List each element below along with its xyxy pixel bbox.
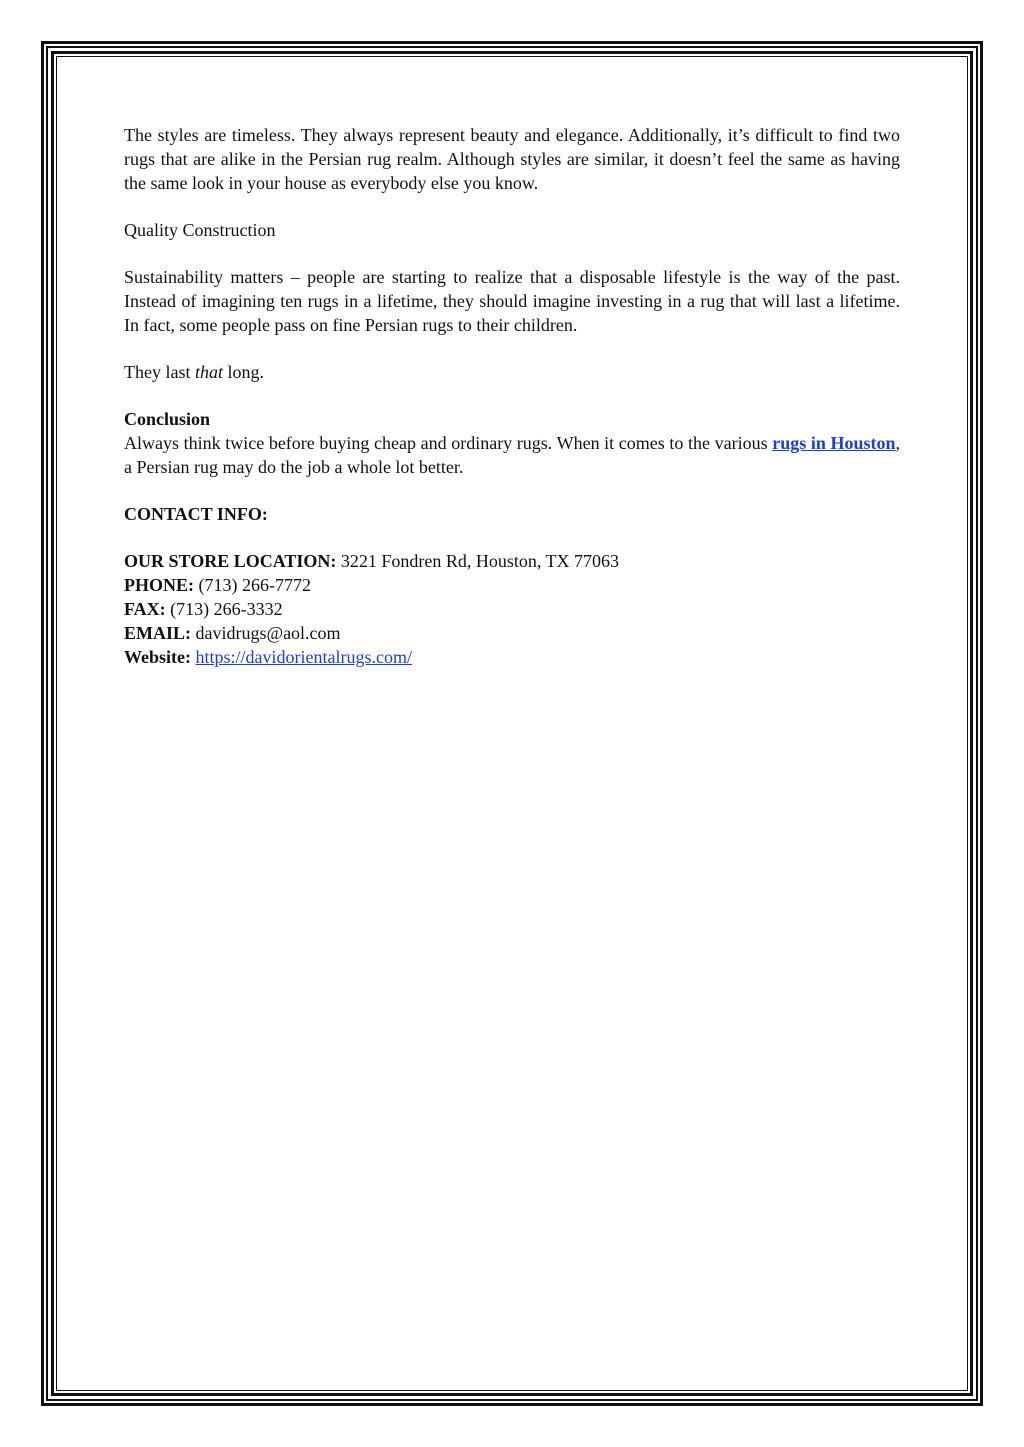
conclusion-text-after: , a Persian rug may do the job a whole lot better. (124, 433, 901, 477)
last-line-emphasis: that (194, 362, 223, 382)
last-line-before: They last (124, 362, 195, 382)
quality-heading: Quality Construction (124, 220, 276, 240)
fax-label: FAX: (124, 599, 166, 619)
last-line-after: long. (223, 362, 265, 382)
conclusion-text-before: Always think twice before buying cheap and ordinary rugs. When it comes to the various (124, 433, 773, 453)
conclusion-section (124, 407, 900, 479)
location-label: OUR STORE LOCATION: (124, 551, 337, 571)
sustainability-paragraph: Sustainability matters – people are starting to realize that a disposable lifestyle is the way of the past. Instead of imagining ten rugs in a lifetime, they should imagine investing in a rug that will last a lifetime. In fact, some people pass on fine Persian rugs to their children. (124, 267, 900, 335)
contact-heading: CONTACT INFO: (124, 504, 268, 524)
website-label: Website: (124, 647, 191, 667)
website-link[interactable]: https://davidorientalrugs.com/ (195, 647, 412, 667)
phone-value: (713) 266-7772 (194, 575, 311, 595)
last-line-paragraph (124, 360, 900, 384)
contact-fax (124, 597, 900, 621)
email-value: davidrugs@aol.com (191, 623, 341, 643)
document-body (124, 123, 900, 669)
rugs-in-houston-link[interactable]: rugs in Houston (772, 433, 896, 453)
contact-phone (124, 573, 900, 597)
contact-location (124, 549, 900, 573)
fax-value: (713) 266-3332 (165, 599, 283, 619)
contact-website (124, 645, 900, 669)
location-value: 3221 Fondren Rd, Houston, TX 77063 (336, 551, 620, 571)
contact-email (124, 621, 900, 645)
intro-paragraph: The styles are timeless. They always represent beauty and elegance. Additionally, it’s difficult to find two rugs that are alike in the Persian rug realm. Although styles are similar, it doesn’t feel the same as having the same look in your house as everybody else you know. (124, 125, 900, 193)
phone-label: PHONE: (124, 575, 194, 595)
conclusion-heading: Conclusion (124, 409, 211, 429)
contact-info (124, 549, 900, 669)
conclusion-paragraph (124, 431, 900, 479)
email-label: EMAIL: (124, 623, 191, 643)
